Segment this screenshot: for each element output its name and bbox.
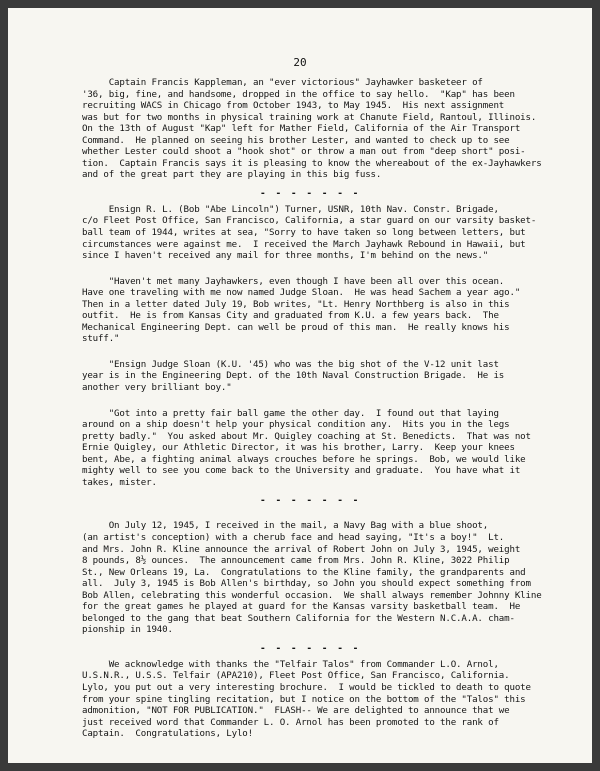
text-line: tion. Captain Francis says it is pleasing to know the whereabout of the ex-Jayhawkers (82, 158, 542, 169)
text-line: Command. He planned on seeing his brother Lester, and wanted to check up to see (82, 135, 510, 146)
page-body (82, 78, 548, 741)
text-line: '36, big, fine, and handsome, dropped in the office to say hello. "Kap" has been (82, 89, 515, 100)
section-separator: - - - - - - - (260, 495, 361, 507)
text-line: Bob Allen, celebrating this wonderful occasion. We shall always remember Johnny Kline (82, 590, 542, 601)
text-line: year is in the Engineering Dept. of the 10th Naval Construction Brigade. He is (82, 371, 505, 382)
text-line: belonged to the gang that beat Southern California for the Western N.C.A.A. cham- (82, 613, 515, 624)
text-line: around on a ship doesn't help your physical condition any. Hits you in the legs (82, 420, 510, 431)
paragraph-kline-announcement (82, 521, 548, 636)
paragraph-turner (82, 205, 548, 263)
paragraph-ball-game (82, 409, 548, 490)
text-line: bent, Abe, a fighting animal always crouches before he springs. Bob, we would like (82, 454, 526, 465)
text-line: since I haven't received any mail for three months, I'm behind on the news." (82, 251, 489, 262)
paragraph-kappleman (82, 78, 548, 182)
text-line: Captain. Congratulations, Lylo! (82, 729, 253, 740)
text-line: On the 13th of August "Kap" left for Mather Field, California of the Air Transport (82, 124, 521, 135)
text-line: "Haven't met many Jayhawkers, even though I have been all over this ocean. (82, 276, 505, 287)
text-line: St., New Orleans 19, La. Congratulations to the Kline family, the grandparents and (82, 567, 526, 578)
text-line: another very brilliant boy." (82, 383, 232, 394)
paragraph-telfair-talos (82, 660, 548, 741)
text-line: outfit. He is from Kansas City and graduated from K.U. a few years back. The (82, 311, 499, 322)
paragraph-judge-sloan (82, 360, 548, 395)
text-line: pionship in 1940. (82, 625, 173, 636)
text-line: "Ensign Judge Sloan (K.U. '45) who was the big shot of the V-12 unit last (82, 359, 499, 370)
section-separator: - - - - - - - (260, 642, 361, 654)
text-line: 8 pounds, 8½ ounces. The announcement came from Mrs. John R. Kline, 3022 Philip (82, 556, 510, 567)
text-line: Captain Francis Kappleman, an "ever victorious" Jayhawker basketeer of (82, 78, 483, 88)
text-line: Have one traveling with me now named Judge Sloan. He was head Sachem a year ago." (82, 288, 521, 299)
text-line: ball team of 1944, writes at sea, "Sorry to have taken so long between letters, but (82, 228, 526, 239)
page-number: 20 (293, 56, 307, 69)
text-line: for the great games he played at guard for the Kansas varsity basketball team. He (82, 602, 521, 613)
text-line: was but for two months in physical training work at Chanute Field, Rantoul, Illinois. (82, 112, 537, 123)
text-line: whether Lester could shoot a "hook shot" or throw a man out from "deep short" posi- (82, 147, 526, 158)
text-line: stuff." (82, 334, 120, 345)
document-page (8, 8, 592, 763)
text-line: Mechanical Engineering Dept. can well be proud of this man. He really knows his (82, 322, 510, 333)
text-line: circumstances were against me. I received the March Jayhawk Rebound in Hawaii, but (82, 239, 526, 250)
text-line: pretty badly." You asked about Mr. Quigley coaching at St. Benedicts. That was not (82, 431, 531, 442)
text-line: all. July 3, 1945 is Bob Allen's birthday, so John you should expect something from (82, 579, 531, 590)
text-line: from your spine tingling recitation, but I notice on the bottom of the "Talos" this (82, 694, 526, 705)
text-line: recruiting WACS in Chicago from October 1943, to May 1945. His next assignment (82, 101, 505, 112)
text-line: just received word that Commander L. O. Arnol has been promoted to the rank of (82, 717, 499, 728)
text-line: We acknowledge with thanks the "Telfair Talos" from Commander L.O. Arnol, (82, 659, 499, 670)
text-line: U.S.N.R., U.S.S. Telfair (APA210), Fleet Post Office, San Francisco, California. (82, 671, 510, 682)
text-line: (an artist's conception) with a cherub face and head saying, "It's a boy!" Lt. (82, 532, 505, 543)
text-line: Lylo, you put out a very interesting brochure. I would be tickled to death to quote (82, 682, 531, 693)
section-separator: - - - - - - - (260, 187, 361, 199)
text-line: and Mrs. John R. Kline announce the arrival of Robert John on July 3, 1945, weight (82, 544, 521, 555)
text-line: Then in a letter dated July 19, Bob writes, "Lt. Henry Northberg is also in this (82, 299, 510, 310)
paragraph-jayhawkers-letter (82, 277, 548, 346)
text-line: On July 12, 1945, I received in the mail, a Navy Bag with a blue shoot, (82, 521, 489, 532)
text-line: Ensign R. L. (Bob "Abe Lincoln") Turner, USNR, 10th Nav. Constr. Brigade, (82, 204, 499, 215)
text-line: and of the great part they are playing in this big fuss. (82, 170, 382, 181)
text-line: takes, mister. (82, 477, 157, 488)
text-line: mighty well to see you come back to the University and graduate. You have what it (82, 466, 521, 477)
text-line: "Got into a pretty fair ball game the other day. I found out that laying (82, 408, 499, 419)
text-line: c/o Fleet Post Office, San Francisco, California, a star guard on our varsity basket- (82, 216, 537, 227)
text-line: Ernie Quigley, our Athletic Director, it was his brother, Larry. Keep your knees (82, 443, 515, 454)
text-line: admonition, "NOT FOR PUBLICATION." FLASH-- We are delighted to announce that we (82, 706, 510, 717)
